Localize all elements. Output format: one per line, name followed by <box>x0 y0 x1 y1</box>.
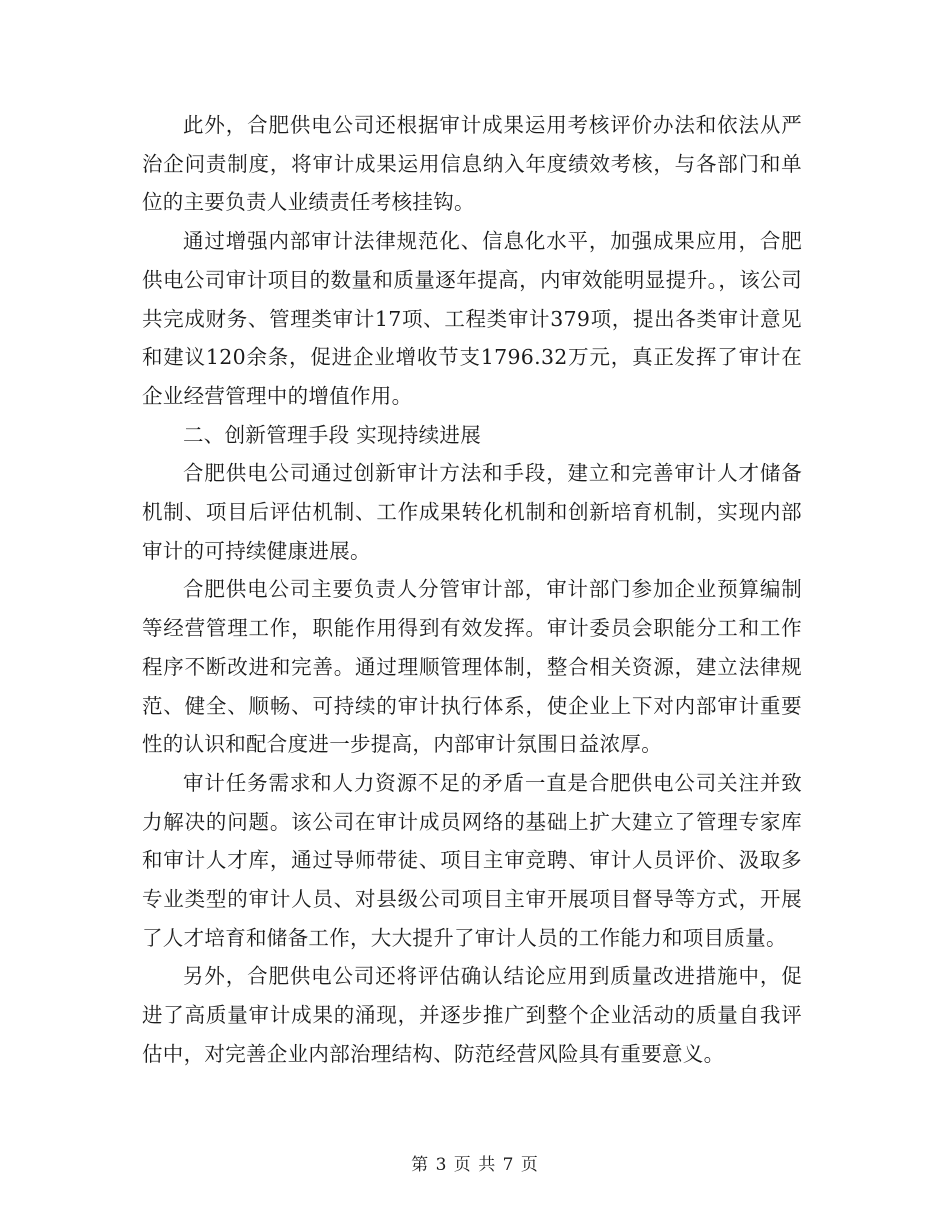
paragraph-audit-accountability: 此外，合肥供电公司还根据审计成果运用考核评价办法和依法从严治企问责制度，将审计成果运用信息纳入年度绩效考核，与各部门和单位的主要负责人业绩责任考核挂钩。 <box>142 113 802 215</box>
paragraph-management-system: 合肥供电公司主要负责人分管审计部，审计部门参加企业预算编制等经营管理工作，职能作用得到有效发挥。审计委员会职能分工和工作程序不断改进和完善。通过理顺管理体制，整合相关资源，建立法律规范、健全、顺畅、可持续的审计执行体系，使企业上下对内部审计重要性的认识和配合度进一步提高，内部审计氛围日益浓厚。 <box>142 577 802 757</box>
paragraph-quality-improvement: 另外，合肥供电公司还将评估确认结论应用到质量改进措施中，促进了高质量审计成果的涌现，并逐步推广到整个企业活动的质量自我评估中，对完善企业内部治理结构、防范经营风险具有重要意义。 <box>142 964 802 1066</box>
paragraph-talent-pool: 审计任务需求和人力资源不足的矛盾一直是合肥供电公司关注并致力解决的问题。该公司在审计成员网络的基础上扩大建立了管理专家库和审计人才库，通过导师带徒、项目主审竞聘、审计人员评价、汲取多专业类型的审计人员、对县级公司项目主审开展项目督导等方式，开展了人才培育和储备工作，大大提升了审计人员的工作能力和项目质量。 <box>142 770 802 950</box>
page-number-footer: 第 3 页 共 7 页 <box>411 1155 539 1175</box>
section-heading: 二、创新管理手段 实现持续进展 <box>183 422 482 447</box>
document-body <box>142 106 802 1074</box>
paragraph-audit-results: 通过增强内部审计法律规范化、信息化水平，加强成果应用，合肥供电公司审计项目的数量和质量逐年提高，内审效能明显提升。，该公司共完成财务、管理类审计17项、工程类审计379项，提出各类审计意见和建议120余条，促进企业增收节支1796.32万元，真正发挥了审计在企业经营管理中的增值作用。 <box>142 229 802 408</box>
paragraph-innovation-mechanisms: 合肥供电公司通过创新审计方法和手段，建立和完善审计人才储备机制、项目后评估机制、工作成果转化机制和创新培育机制，实现内部审计的可持续健康进展。 <box>142 461 802 563</box>
